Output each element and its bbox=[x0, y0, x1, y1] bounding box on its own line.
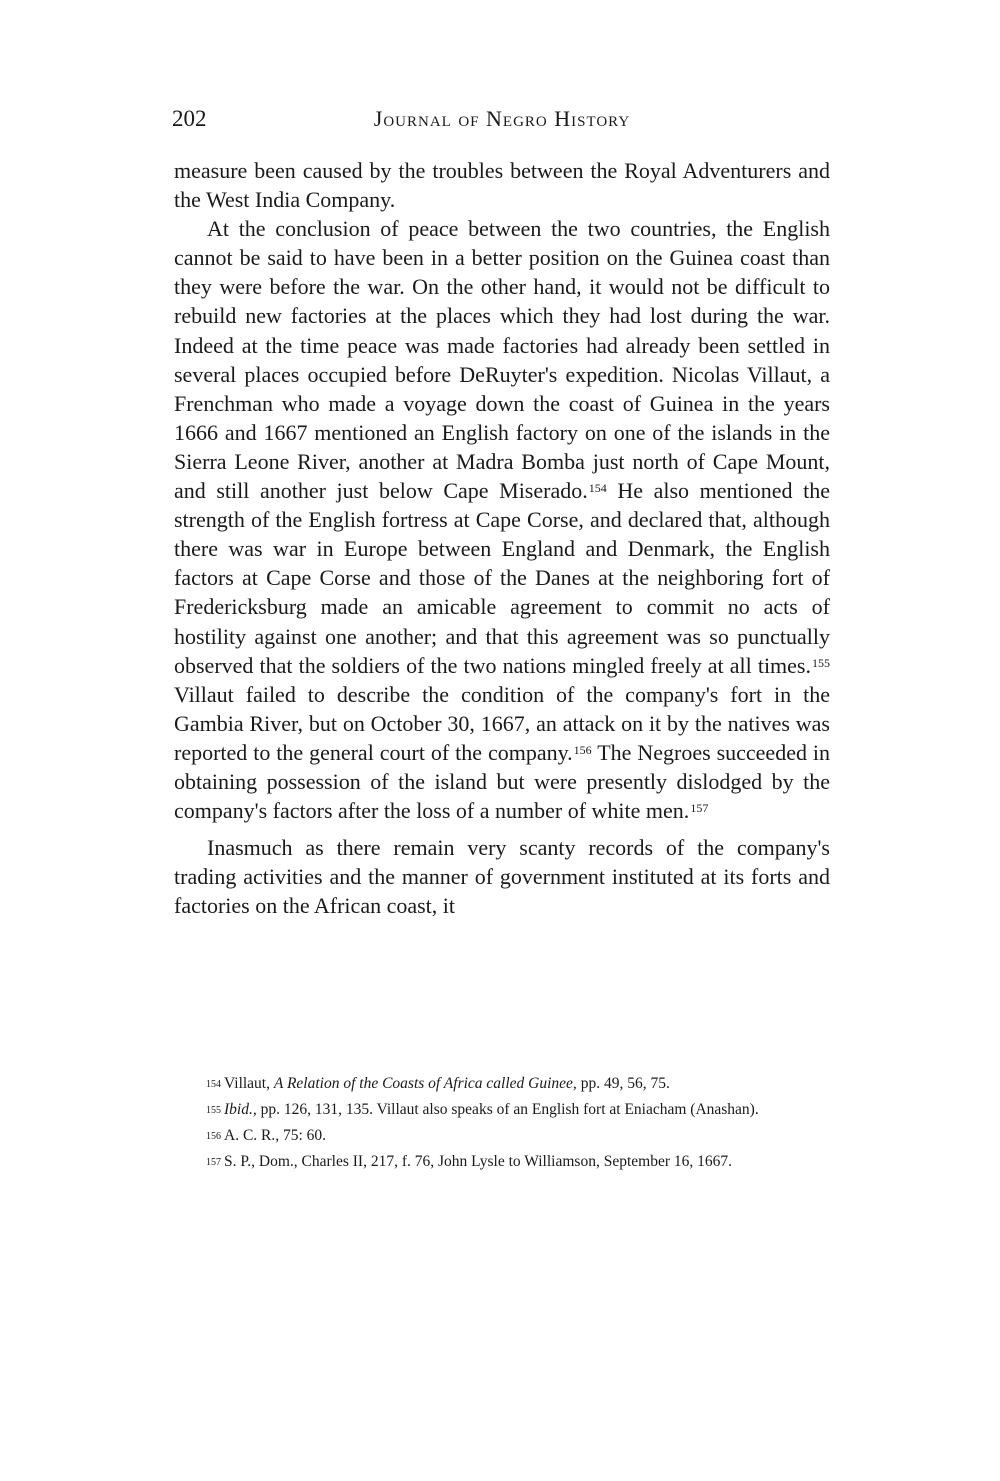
running-head: Journal of Negro History bbox=[373, 106, 631, 131]
footnote-ref-156: 156 bbox=[573, 742, 592, 757]
footnote-ref-155: 155 bbox=[812, 655, 830, 670]
footnote-number: 157 bbox=[206, 1157, 221, 1168]
footnote-text: A. C. R., 75: 60. bbox=[224, 1127, 327, 1144]
paragraph-1: measure been caused by the troubles between the Royal Adventurers and the West India Company. bbox=[174, 158, 830, 213]
footnote-text: pp. 126, 131, 135. Villaut also speaks of an English fort at Eniacham (Anashan). bbox=[256, 1101, 759, 1118]
footnote-155 bbox=[174, 1099, 830, 1120]
footnote-title: Ibid., bbox=[224, 1101, 257, 1118]
paragraph-2 bbox=[174, 214, 830, 825]
footnote-text: Villaut, bbox=[224, 1075, 274, 1092]
footnote-number: 156 bbox=[206, 1131, 221, 1142]
paragraph-2-text-1: At the conclusion of peace between the two countries, the English cannot be said to have been in a better position on the Guinea coast than they were before the war. On the other hand, it would not be difficult to rebuild new factories at the places which they had lost during the war. Indeed at the time peace was made factories had already been settled in several places occupied before DeRuyter's expedition. Nicolas Villaut, a Frenchman who made a voyage down the coast of Guinea in the years 1666 and 1667 mentioned an English factory on one of the islands in the Sierra Leone River, another at Madra Bomba just north of Cape Mount, and still another just below Cape Miserado. bbox=[174, 216, 830, 504]
footnote-number: 154 bbox=[206, 1079, 221, 1090]
footnotes bbox=[174, 1073, 830, 1177]
footnote-156 bbox=[174, 1125, 830, 1146]
paragraph-2-text-3: Villaut failed to describe the condition of the company's fort in the Gambia River, but on October 30, 1667, an attack on it by the natives was reported to the general court of the company. bbox=[174, 681, 830, 765]
page-number: 202 bbox=[172, 106, 207, 131]
footnote-text: S. P., Dom., Charles II, 217, f. 76, John Lysle to Williamson, September 16, 1667. bbox=[224, 1153, 732, 1170]
footnote-ref-154: 154 bbox=[588, 481, 607, 496]
footnote-157 bbox=[174, 1151, 830, 1172]
page-header bbox=[172, 106, 832, 140]
paragraph-3: Inasmuch as there remain very scanty records of the company's trading activities and the manner of government instituted at its forts and factories on the African coast, it bbox=[174, 835, 830, 919]
paragraph-2-text-2: He also mentioned the strength of the English fortress at Cape Corse, and declared that, although there was war in Europe between England and Denmark, the English factors at Cape Corse and those of the Danes at the neighboring fort of Fredericksburg made an amicable agreement to commit no acts of hostility against one another; and that this agreement was so punctually observed that the soldiers of the two nations mingled freely at all times. bbox=[174, 478, 830, 678]
footnote-number: 155 bbox=[206, 1105, 221, 1116]
footnote-ref-157: 157 bbox=[690, 801, 709, 816]
footnote-154 bbox=[174, 1073, 830, 1094]
footnote-text: pp. 49, 56, 75. bbox=[576, 1075, 670, 1092]
body-text bbox=[174, 156, 830, 920]
footnote-title: A Relation of the Coasts of Africa called Guinee, bbox=[273, 1075, 577, 1092]
paragraph-2-text-4: The Negroes succeeded in obtaining possession of the island but were presently dislodged by the company's factors after the loss of a number of white men. bbox=[174, 739, 831, 824]
